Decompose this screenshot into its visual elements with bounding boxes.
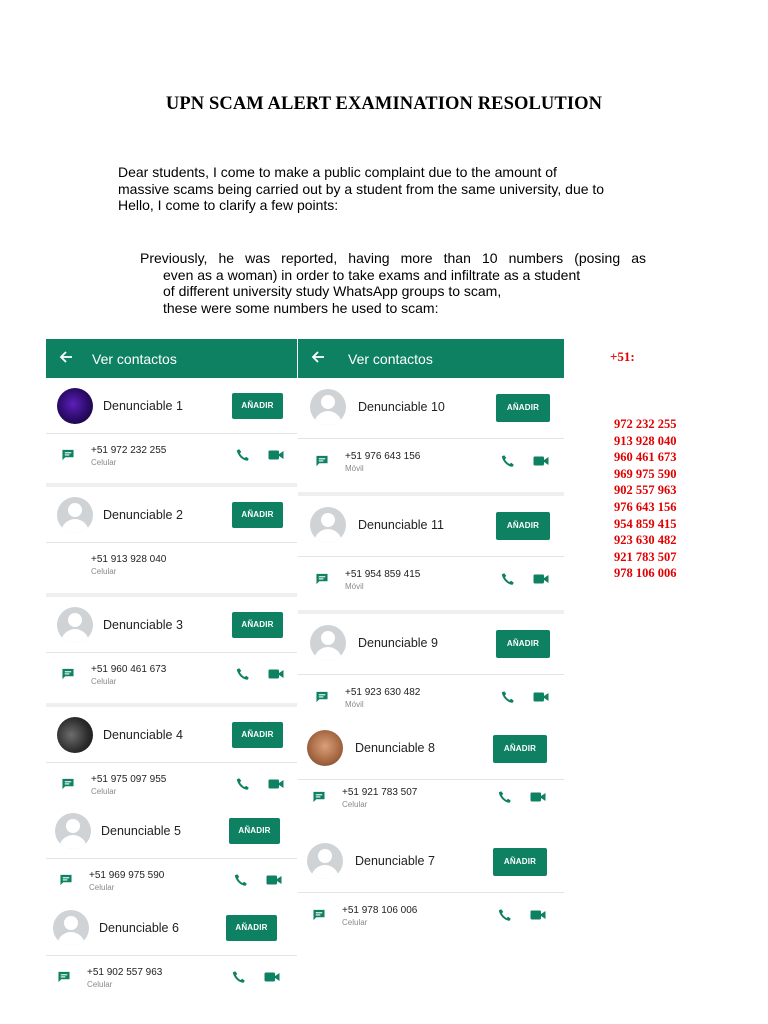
contacts-header-title: Ver contactos	[348, 351, 433, 367]
avatar	[57, 607, 93, 643]
numbers-prefix: +51:	[610, 349, 635, 364]
message-icon[interactable]	[315, 691, 329, 703]
message-icon[interactable]	[61, 668, 75, 680]
contact-name: Denunciable 10	[358, 400, 445, 414]
contact-phone: +51 975 097 955	[91, 774, 167, 785]
avatar	[310, 625, 346, 661]
number-item: 972 232 255	[614, 417, 677, 431]
phone-type: Celular	[89, 883, 115, 892]
contact-phone: +51 976 643 156	[345, 451, 421, 462]
number-item: 969 975 590	[614, 466, 677, 481]
phone-type: Móvil	[345, 700, 364, 709]
contact-phone: +51 969 975 590	[89, 870, 165, 881]
number-item: 978 106 006	[614, 566, 677, 581]
add-contact-button[interactable]: AÑADIR	[229, 818, 280, 844]
contact-name: Denunciable 9	[358, 636, 438, 650]
message-icon[interactable]	[315, 573, 329, 585]
video-call-icon[interactable]	[533, 455, 549, 467]
contact-phone: +51 960 461 673	[91, 664, 167, 675]
contact-name: Denunciable 3	[103, 618, 183, 632]
contact-name: Denunciable 1	[103, 399, 183, 413]
number-item: 923 630 482	[614, 533, 677, 548]
contact-phone: +51 972 232 255	[91, 445, 167, 456]
add-contact-button[interactable]: AÑADIR	[232, 612, 283, 638]
message-icon[interactable]	[59, 874, 73, 886]
call-icon[interactable]	[501, 690, 515, 704]
previously-line: even as a woman) in order to take exams and infiltrate as a student	[163, 266, 581, 283]
video-call-icon[interactable]	[533, 573, 549, 585]
contact-name: Denunciable 5	[101, 824, 181, 838]
avatar	[57, 497, 93, 533]
contact-phone: +51 913 928 040	[91, 554, 167, 565]
message-icon[interactable]	[312, 791, 326, 803]
contacts-header	[46, 339, 297, 378]
intro-line: Dear students, I come to make a public complaint due to the amount of	[118, 164, 557, 180]
contact-card	[46, 707, 297, 803]
call-icon[interactable]	[234, 873, 248, 887]
avatar	[55, 813, 91, 849]
contact-name: Denunciable 8	[355, 741, 435, 755]
previously-line: these were some numbers he used to scam:	[163, 299, 439, 316]
avatar	[310, 507, 346, 543]
contact-card	[298, 496, 564, 614]
previously-paragraph	[140, 250, 646, 316]
avatar	[310, 389, 346, 425]
message-icon[interactable]	[57, 971, 71, 983]
add-contact-button[interactable]: AÑADIR	[493, 735, 547, 763]
video-call-icon[interactable]	[533, 691, 549, 703]
contact-card	[46, 487, 297, 597]
previously-line: Previously, he was reported, having more than 10 numbers (posing as	[140, 250, 646, 266]
phone-type: Móvil	[345, 582, 364, 591]
call-icon[interactable]	[236, 448, 250, 462]
add-contact-button[interactable]: AÑADIR	[226, 915, 277, 941]
contact-phone: +51 923 630 482	[345, 687, 421, 698]
call-icon[interactable]	[236, 667, 250, 681]
contact-name: Denunciable 6	[99, 921, 179, 935]
number-item: 976 643 156	[614, 499, 677, 514]
number-item: 902 557 963	[614, 483, 677, 498]
contacts-header-title: Ver contactos	[92, 351, 177, 367]
add-contact-button[interactable]: AÑADIR	[496, 394, 550, 422]
phone-type: Celular	[91, 458, 117, 467]
phone-type: Celular	[342, 800, 368, 809]
message-icon[interactable]	[312, 909, 326, 921]
avatar	[307, 730, 343, 766]
right-contacts-screenshot	[298, 339, 564, 942]
message-icon[interactable]	[61, 449, 75, 461]
intro-paragraph	[118, 164, 618, 214]
avatar	[57, 388, 93, 424]
contact-card	[46, 900, 297, 1004]
add-contact-button[interactable]: AÑADIR	[232, 502, 283, 528]
contact-card	[46, 597, 297, 707]
video-call-icon[interactable]	[264, 971, 280, 983]
contact-name: Denunciable 11	[358, 518, 444, 532]
call-icon[interactable]	[232, 970, 246, 984]
video-call-icon[interactable]	[268, 778, 284, 790]
add-contact-button[interactable]: AÑADIR	[232, 393, 283, 419]
contact-card	[46, 803, 297, 900]
number-item: 954 859 415	[614, 516, 677, 531]
contacts-header	[298, 339, 564, 378]
contact-card	[298, 614, 564, 719]
phone-type: Móvil	[345, 464, 364, 473]
call-icon[interactable]	[498, 908, 512, 922]
phone-type: Celular	[342, 918, 368, 927]
message-icon[interactable]	[315, 455, 329, 467]
call-icon[interactable]	[501, 572, 515, 586]
video-call-icon[interactable]	[530, 909, 546, 921]
add-contact-button[interactable]: AÑADIR	[493, 848, 547, 876]
add-contact-button[interactable]: AÑADIR	[496, 630, 550, 658]
message-icon[interactable]	[61, 778, 75, 790]
number-item: 960 461 673	[614, 450, 677, 465]
contact-phone: +51 954 859 415	[345, 569, 421, 580]
back-arrow-icon[interactable]	[58, 349, 74, 365]
call-icon[interactable]	[501, 454, 515, 468]
document-title: UPN SCAM ALERT EXAMINATION RESOLUTION	[165, 94, 603, 114]
call-icon[interactable]	[236, 777, 250, 791]
left-contacts-screenshot	[46, 339, 297, 1004]
contact-name: Denunciable 2	[103, 508, 183, 522]
phone-type: Celular	[91, 677, 117, 686]
contact-card	[298, 719, 564, 832]
phone-type: Celular	[87, 980, 113, 989]
contact-card	[298, 378, 564, 496]
contact-name: Denunciable 7	[355, 854, 435, 868]
avatar	[53, 910, 89, 946]
contact-phone: +51 902 557 963	[87, 967, 163, 978]
phone-type: Celular	[91, 567, 117, 576]
contact-name: Denunciable 4	[103, 728, 183, 742]
add-contact-button[interactable]: AÑADIR	[496, 512, 550, 540]
phone-type: Celular	[91, 787, 117, 796]
add-contact-button[interactable]: AÑADIR	[232, 722, 283, 748]
number-item: 913 928 040	[614, 433, 677, 448]
back-arrow-icon[interactable]	[310, 349, 326, 365]
contact-phone: +51 921 783 507	[342, 787, 418, 798]
video-call-icon[interactable]	[268, 449, 284, 461]
avatar	[307, 843, 343, 879]
contact-phone: +51 978 106 006	[342, 905, 418, 916]
numbers-list	[614, 416, 677, 582]
intro-line: massive scams being carried out by a student from the same university, due to	[118, 180, 605, 197]
video-call-icon[interactable]	[530, 791, 546, 803]
avatar	[57, 717, 93, 753]
intro-line: Hello, I come to clarify a few points:	[118, 197, 339, 213]
video-call-icon[interactable]	[266, 874, 282, 886]
call-icon[interactable]	[498, 790, 512, 804]
previously-line: of different university study WhatsApp groups to scam,	[163, 283, 502, 299]
contact-card	[298, 832, 564, 942]
video-call-icon[interactable]	[268, 668, 284, 680]
contact-card	[46, 378, 297, 487]
number-item: 921 783 507	[614, 549, 677, 564]
